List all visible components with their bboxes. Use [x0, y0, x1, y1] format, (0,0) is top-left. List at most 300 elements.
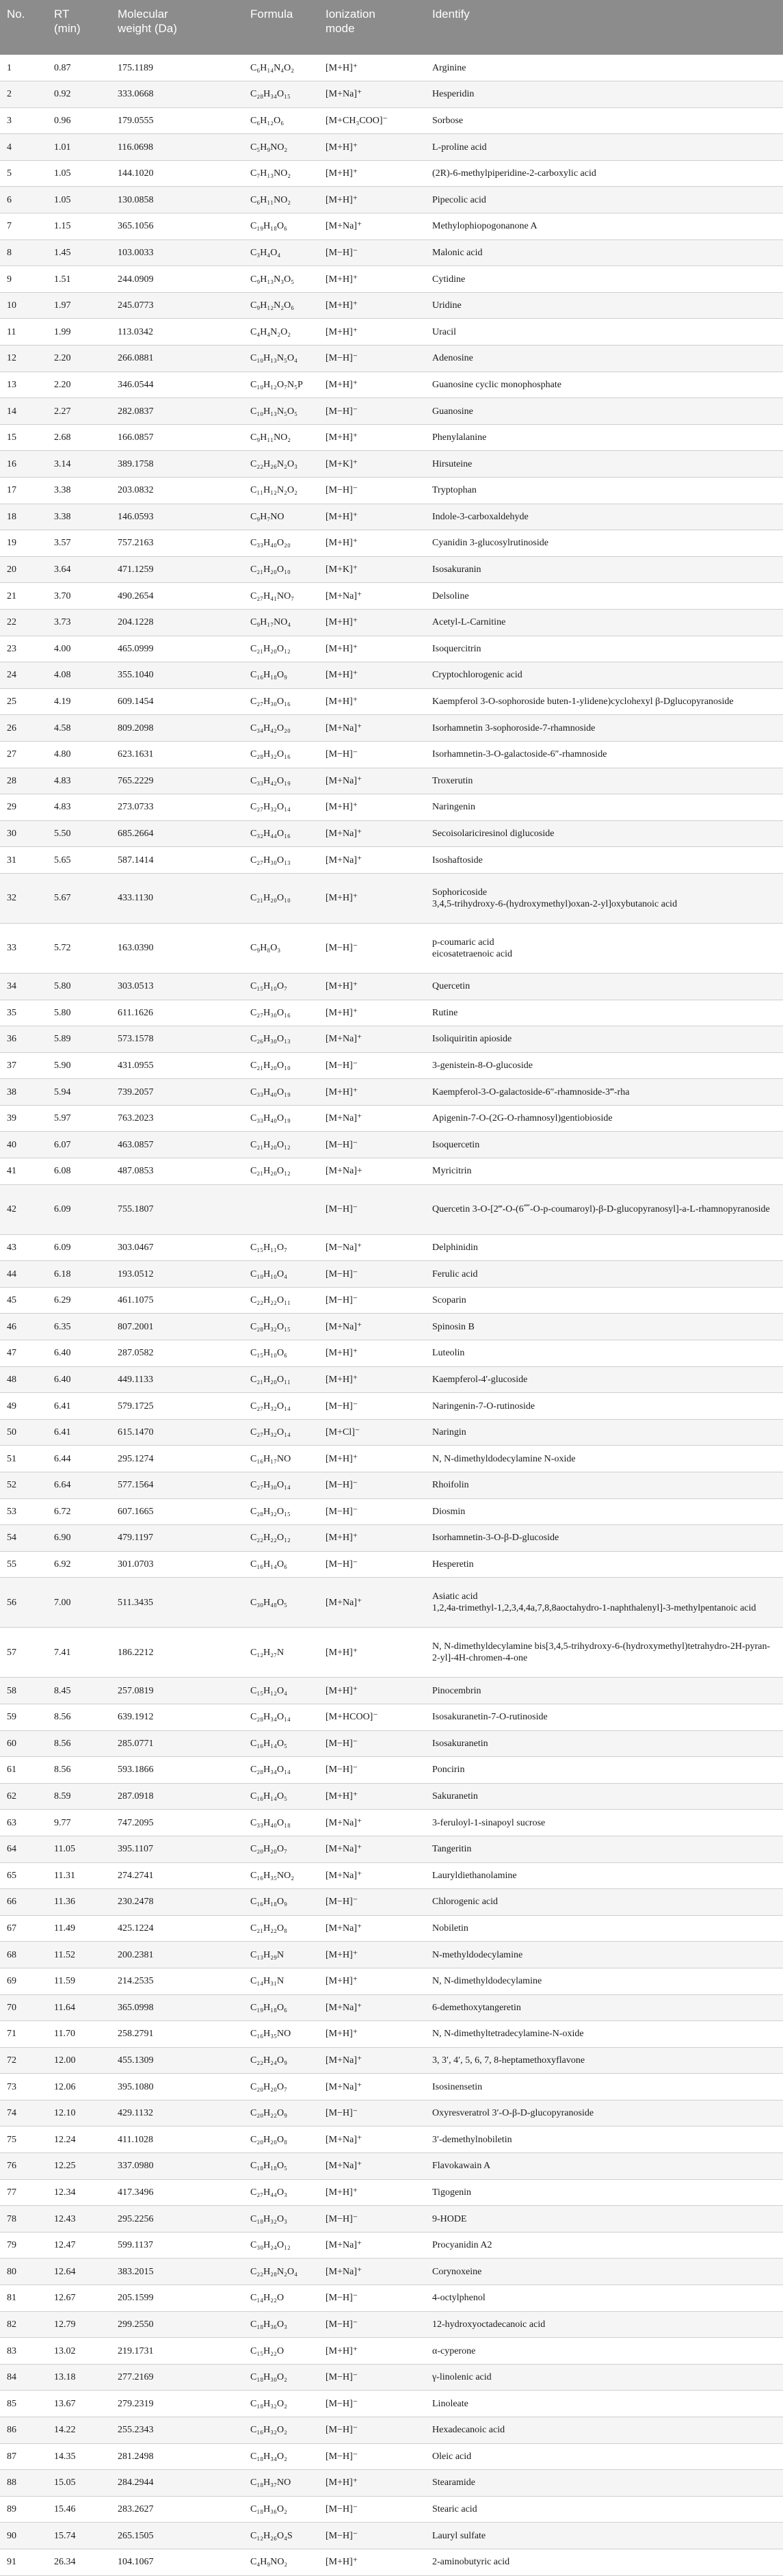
col-mw-cell: 186.2212 — [111, 1628, 243, 1678]
col-ionization-cell: [M+H]⁺ — [319, 1628, 425, 1678]
col-formula-cell: C₁₀H₁₂O₇N₅P — [243, 372, 319, 398]
col-identify-cell: Malonic acid — [425, 239, 783, 266]
col-rt-cell: 6.09 — [47, 1234, 111, 1261]
table-row — [0, 1810, 783, 1836]
col-formula-cell: C₁₆H₁₈O₉ — [243, 1889, 319, 1916]
col-rt-cell: 5.72 — [47, 923, 111, 973]
col-ionization-header: Ionization mode — [326, 8, 375, 35]
col-formula-cell: C₂₇H₃₀O₁₆ — [243, 1000, 319, 1026]
col-mw-cell: 166.0857 — [111, 424, 243, 451]
col-rt-cell: 12.06 — [47, 2074, 111, 2100]
col-no-cell: 58 — [0, 1678, 47, 1704]
col-formula-cell: C₂₁H₂₀O₁₂ — [243, 1132, 319, 1158]
col-formula-cell: C₃₃H₄₀O₁₈ — [243, 1810, 319, 1836]
col-identify-cell: Luteolin — [425, 1340, 783, 1367]
table-row — [0, 2100, 783, 2126]
col-identify-cell: Sakuranetin — [425, 1783, 783, 1810]
col-rt-cell: 4.80 — [47, 741, 111, 768]
col-no-cell: 64 — [0, 1836, 47, 1862]
col-no-cell: 28 — [0, 768, 47, 794]
col-formula-cell: C₉H₇NO — [243, 504, 319, 530]
col-no-cell: 86 — [0, 2417, 47, 2444]
col-formula-cell: C₁₂H₂₇N — [243, 1628, 319, 1678]
col-ionization-cell: [M+H]⁺ — [319, 134, 425, 161]
col-no-cell: 13 — [0, 372, 47, 398]
table-row — [0, 715, 783, 742]
col-mw-cell: 333.0668 — [111, 81, 243, 108]
col-identify-cell: Phenylalanine — [425, 424, 783, 451]
col-ionization-cell: [M−H]⁻ — [319, 1472, 425, 1499]
col-identify-cell: Rhoifolin — [425, 1472, 783, 1499]
col-no-cell: 87 — [0, 2443, 47, 2470]
col-no-cell: 11 — [0, 319, 47, 346]
col-no-cell: 76 — [0, 2153, 47, 2180]
col-rt-cell: 8.59 — [47, 1783, 111, 1810]
col-formula-cell: C₂₈H₃₂O₁₅ — [243, 1314, 319, 1340]
col-identify-cell: 12-hydroxyoctadecanoic acid — [425, 2311, 783, 2338]
col-rt-cell: 11.05 — [47, 1836, 111, 1862]
col-identify-cell: Kaempferol-3-O-galactoside-6″-rhamnoside-3‴-rha — [425, 1079, 783, 1106]
col-formula-cell: C₂₇H₃₂O₁₄ — [243, 1393, 319, 1420]
col-formula-cell: C₃₂H₄₄O₁₆ — [243, 820, 319, 847]
col-no-cell: 74 — [0, 2100, 47, 2126]
col-ionization-cell: [M−H]⁻ — [319, 2285, 425, 2312]
col-rt-cell: 11.31 — [47, 1862, 111, 1889]
col-identify-cell: Delsoline — [425, 583, 783, 610]
col-rt-cell: 6.09 — [47, 1184, 111, 1234]
col-no-cell: 23 — [0, 636, 47, 662]
col-identify-cell: α-cyperone — [425, 2338, 783, 2365]
col-rt-cell: 1.15 — [47, 213, 111, 240]
col-identify-cell: Kaempferol-4'-glucoside — [425, 1366, 783, 1393]
table-row — [0, 2311, 783, 2338]
table-row — [0, 1105, 783, 1132]
col-ionization-cell: [M+H]⁺ — [319, 636, 425, 662]
col-no-cell: 44 — [0, 1261, 47, 1288]
col-formula-cell: C₁₀H₁₃N₅O₄ — [243, 346, 319, 372]
col-ionization-cell: [M+Na]⁺ — [319, 213, 425, 240]
table-row — [0, 2364, 783, 2391]
col-formula-cell: C₂₇H₃₀O₁₄ — [243, 1472, 319, 1499]
col-mw-cell: 277.2169 — [111, 2364, 243, 2391]
col-identify-cell: Cytidine — [425, 266, 783, 293]
col-identify-cell: Isorhamnetin-3-O-β-D-glucoside — [425, 1525, 783, 1552]
col-rt-cell: 12.47 — [47, 2232, 111, 2259]
col-formula-cell: C₂₁H₂₀O₁₂ — [243, 1158, 319, 1185]
col-mw-cell: 471.1259 — [111, 556, 243, 583]
col-formula-cell: C₅H₉NO₂ — [243, 134, 319, 161]
col-no-cell: 63 — [0, 1810, 47, 1836]
col-identify-cell: Isorhamnetin-3-O-galactoside-6″-rhamnoside — [425, 741, 783, 768]
col-no-cell: 19 — [0, 530, 47, 557]
table-row — [0, 1942, 783, 1968]
table-row — [0, 873, 783, 923]
col-identify-cell: 3′-demethylnobiletin — [425, 2126, 783, 2153]
col-no-cell: 7 — [0, 213, 47, 240]
col-rt-cell: 15.46 — [47, 2496, 111, 2523]
col-rt-cell: 1.45 — [47, 239, 111, 266]
col-no-cell: 37 — [0, 1052, 47, 1079]
col-formula-cell: C₁₆H₁₄O₅ — [243, 1783, 319, 1810]
table-row — [0, 794, 783, 821]
col-identify-cell: Stearic acid — [425, 2496, 783, 2523]
table-row — [0, 1446, 783, 1472]
col-formula-cell: C₉H₁₁NO₂ — [243, 424, 319, 451]
col-formula-cell: C₂₇H₃₀O₁₃ — [243, 847, 319, 874]
table-row — [0, 213, 783, 240]
col-rt-cell: 15.05 — [47, 2470, 111, 2497]
col-no-cell: 46 — [0, 1314, 47, 1340]
col-formula-cell: C₁₆H₁₇NO — [243, 1446, 319, 1472]
col-mw-cell: 411.1028 — [111, 2126, 243, 2153]
col-rt-cell: 1.01 — [47, 134, 111, 161]
table-row — [0, 504, 783, 530]
col-no-cell: 12 — [0, 346, 47, 372]
col-identify-cell: Isorhamnetin 3-sophoroside-7-rhamnoside — [425, 715, 783, 742]
col-ionization-cell: [M−H]⁻ — [319, 741, 425, 768]
col-no-cell: 24 — [0, 662, 47, 689]
col-identify-cell: Tryptophan — [425, 478, 783, 504]
col-ionization-cell: [M+Na]⁺ — [319, 1810, 425, 1836]
table-row — [0, 160, 783, 187]
col-mw-cell: 219.1731 — [111, 2338, 243, 2365]
table-row — [0, 1393, 783, 1420]
col-identify-cell: Naringenin — [425, 794, 783, 821]
col-mw-cell: 285.0771 — [111, 1730, 243, 1757]
col-formula-cell: C₃₀H₄₈O₅ — [243, 1578, 319, 1628]
col-no-cell: 59 — [0, 1704, 47, 1730]
col-ionization-cell: [M+H]⁺ — [319, 1366, 425, 1393]
col-mw-cell: 303.0513 — [111, 973, 243, 1000]
col-identify-cell: Hexadecanoic acid — [425, 2417, 783, 2444]
col-ionization-cell: [M−H]⁻ — [319, 398, 425, 425]
col-rt-cell: 11.70 — [47, 2021, 111, 2048]
col-rt-cell: 5.50 — [47, 820, 111, 847]
col-ionization-cell: [M+H]⁺ — [319, 187, 425, 213]
col-ionization-cell: [M+Na]⁺ — [319, 583, 425, 610]
col-mw-cell: 487.0853 — [111, 1158, 243, 1185]
col-rt-header: RT (min) — [54, 8, 81, 35]
col-no-cell: 31 — [0, 847, 47, 874]
col-mw-cell: 455.1309 — [111, 2047, 243, 2074]
col-no-cell: 84 — [0, 2364, 47, 2391]
col-rt-cell: 6.72 — [47, 1498, 111, 1525]
col-ionization-cell: [M+Na]⁺ — [319, 1314, 425, 1340]
col-no-cell: 51 — [0, 1446, 47, 1472]
col-formula-cell: C₁₆H₁₄O₅ — [243, 1730, 319, 1757]
col-identify-cell: Isosakuranetin-7-O-rutinoside — [425, 1704, 783, 1730]
col-identify-cell: Sorbose — [425, 107, 783, 134]
table-row — [0, 1862, 783, 1889]
col-no-cell: 80 — [0, 2259, 47, 2285]
table-row — [0, 2285, 783, 2312]
col-formula-cell: C₂₁H₂₀O₁₀ — [243, 1052, 319, 1079]
col-formula-cell: C₁₆H₃₅NO — [243, 2021, 319, 2048]
col-rt-cell: 14.22 — [47, 2417, 111, 2444]
col-rt-cell: 4.08 — [47, 662, 111, 689]
table-row — [0, 2074, 783, 2100]
col-identify-cell: Isoshaftoside — [425, 847, 783, 874]
col-mw-cell: 611.1626 — [111, 1000, 243, 1026]
table-row — [0, 1757, 783, 1784]
col-ionization-cell: [M+H]⁺ — [319, 55, 425, 81]
col-formula-cell: C₁₀H₁₃N₅O₅ — [243, 398, 319, 425]
col-ionization-cell: [M+H]⁺ — [319, 1340, 425, 1367]
col-identify-cell: Guanosine cyclic monophosphate — [425, 372, 783, 398]
col-ionization-cell: [M−H]⁻ — [319, 2443, 425, 2470]
table-row — [0, 923, 783, 973]
col-ionization-cell: [M+Na]⁺ — [319, 1862, 425, 1889]
col-identify-cell: 9-HODE — [425, 2206, 783, 2233]
table-row — [0, 609, 783, 636]
col-formula-cell: C₁₆H₃₅NO₂ — [243, 1862, 319, 1889]
col-rt-cell: 12.64 — [47, 2259, 111, 2285]
col-rt-cell: 2.20 — [47, 372, 111, 398]
col-rt-cell: 1.51 — [47, 266, 111, 293]
table-row — [0, 636, 783, 662]
table-row — [0, 1314, 783, 1340]
table-row — [0, 1678, 783, 1704]
col-mw-cell: 257.0819 — [111, 1678, 243, 1704]
col-ionization-cell: [M+Na]⁺ — [319, 1578, 425, 1628]
col-mw-cell: 346.0544 — [111, 372, 243, 398]
col-ionization-cell: [M−H]⁻ — [319, 1184, 425, 1234]
col-rt-cell: 1.99 — [47, 319, 111, 346]
table-row — [0, 1889, 783, 1916]
col-ionization-cell: [M+Na]⁺ — [319, 2232, 425, 2259]
table-row — [0, 2496, 783, 2523]
col-no-cell: 72 — [0, 2047, 47, 2074]
col-formula-cell — [243, 1184, 319, 1234]
col-mw-cell: 230.2478 — [111, 1889, 243, 1916]
col-rt-cell: 7.00 — [47, 1578, 111, 1628]
col-ionization-cell: [M+H]⁺ — [319, 292, 425, 319]
col-formula-cell: C₁₈H₃₇NO — [243, 2470, 319, 2497]
col-rt-cell: 6.64 — [47, 1472, 111, 1499]
col-identify-cell: Poncirin — [425, 1757, 783, 1784]
col-mw-cell: 204.1228 — [111, 609, 243, 636]
col-ionization-cell: [M−H]⁻ — [319, 1393, 425, 1420]
col-rt-cell: 3.70 — [47, 583, 111, 610]
col-formula-cell: C₉H₁₂N₂O₆ — [243, 292, 319, 319]
col-ionization-cell: [M−H]⁻ — [319, 1132, 425, 1158]
col-ionization-cell: [M+H]⁺ — [319, 1678, 425, 1704]
table-row — [0, 372, 783, 398]
col-formula-cell: C₆H₁₄N₄O₂ — [243, 55, 319, 81]
col-identify-cell: N, N-dimethyldodecylamine N-oxide — [425, 1446, 783, 1472]
col-mw-cell: 144.1020 — [111, 160, 243, 187]
col-no-cell: 29 — [0, 794, 47, 821]
col-rt-cell: 11.59 — [47, 1968, 111, 1994]
col-formula-cell: C₉H₁₃N₃O₅ — [243, 266, 319, 293]
col-rt-cell: 6.90 — [47, 1525, 111, 1552]
col-no-cell: 71 — [0, 2021, 47, 2048]
col-ionization-cell: [M+H]⁺ — [319, 1079, 425, 1106]
col-formula-cell: C₂₂H₂₂O₁₂ — [243, 1525, 319, 1552]
col-ionization-cell: [M+Na]⁺ — [319, 715, 425, 742]
col-identify-cell: Lauryldiethanolamine — [425, 1862, 783, 1889]
col-mw-cell: 258.2791 — [111, 2021, 243, 2048]
col-mw-cell: 461.1075 — [111, 1287, 243, 1314]
col-ionization-cell: [M+H]⁺ — [319, 319, 425, 346]
col-identify-cell: Myricitrin — [425, 1158, 783, 1185]
col-no-cell: 2 — [0, 81, 47, 108]
col-rt-cell: 12.00 — [47, 2047, 111, 2074]
col-mw-cell: 623.1631 — [111, 741, 243, 768]
col-formula-cell: C₂₀H₂₀O₇ — [243, 2074, 319, 2100]
col-no-cell: 38 — [0, 1079, 47, 1106]
col-no-cell: 40 — [0, 1132, 47, 1158]
col-mw-cell: 577.1564 — [111, 1472, 243, 1499]
col-no-cell: 81 — [0, 2285, 47, 2312]
col-rt-cell: 12.79 — [47, 2311, 111, 2338]
table-row — [0, 1628, 783, 1678]
col-formula-cell: C₄H₉NO₂ — [243, 2549, 319, 2575]
col-rt-cell: 5.90 — [47, 1052, 111, 1079]
table-row — [0, 1915, 783, 1942]
col-ionization-cell: [M+Na]⁺ — [319, 1994, 425, 2021]
col-formula-cell: C₁₅H₂₂O — [243, 2338, 319, 2365]
col-identify-cell: Diosmin — [425, 1498, 783, 1525]
col-identify-cell: Indole-3-carboxaldehyde — [425, 504, 783, 530]
col-rt-cell: 12.43 — [47, 2206, 111, 2233]
col-identify-cell: Stearamide — [425, 2470, 783, 2497]
col-no-cell: 14 — [0, 398, 47, 425]
col-formula-cell: C₂₇H₃₀O₁₆ — [243, 688, 319, 715]
col-mw-cell: 685.2664 — [111, 820, 243, 847]
col-no-cell: 39 — [0, 1105, 47, 1132]
col-ionization-cell: [M+Na]⁺ — [319, 2074, 425, 2100]
col-mw-cell: 146.0593 — [111, 504, 243, 530]
col-ionization-cell: [M+K]⁺ — [319, 556, 425, 583]
col-no-cell: 17 — [0, 478, 47, 504]
col-identify-cell: (2R)-6-methylpiperidine-2-carboxylic acid — [425, 160, 783, 187]
col-identify-cell: 6-demethoxytangeretin — [425, 1994, 783, 2021]
col-identify-cell: Scoparin — [425, 1287, 783, 1314]
col-formula-cell: C₂₇H₄₁NO₇ — [243, 583, 319, 610]
col-ionization-cell: [M−H]⁻ — [319, 1287, 425, 1314]
col-identify-cell: Pinocembrin — [425, 1678, 783, 1704]
col-formula-cell: C₂₈H₃₂O₁₅ — [243, 1498, 319, 1525]
col-formula-cell: C₂₁H₂₀O₁₀ — [243, 556, 319, 583]
col-identify-cell: Hesperidin — [425, 81, 783, 108]
col-ionization-cell: [M−H]⁻ — [319, 1889, 425, 1916]
table-body — [0, 55, 783, 2575]
col-no-cell: 73 — [0, 2074, 47, 2100]
col-rt-cell: 12.24 — [47, 2126, 111, 2153]
col-rt-cell: 12.10 — [47, 2100, 111, 2126]
col-ionization-cell: [M+H]⁺ — [319, 662, 425, 689]
col-formula-cell: C₁₄H₃₁N — [243, 1968, 319, 1994]
col-ionization-cell: [M−H]⁻ — [319, 239, 425, 266]
col-formula-cell: C₂₂H₂₆N₂O₃ — [243, 451, 319, 478]
col-no-cell: 10 — [0, 292, 47, 319]
col-formula-cell: C₂₀H₂₀O₈ — [243, 2126, 319, 2153]
col-formula-cell: C₇H₁₃NO₂ — [243, 160, 319, 187]
col-rt-cell: 26.34 — [47, 2549, 111, 2575]
table-row — [0, 2021, 783, 2048]
col-formula-cell: C₁₃H₂₉N — [243, 1942, 319, 1968]
col-mw-cell: 287.0918 — [111, 1783, 243, 1810]
table-row — [0, 346, 783, 372]
col-identify-cell: Troxerutin — [425, 768, 783, 794]
table-row — [0, 1836, 783, 1862]
col-ionization-cell: [M+H]⁺ — [319, 504, 425, 530]
col-ionization-cell: [M+H]⁺ — [319, 1446, 425, 1472]
col-identify-cell: 3-genistein-8-O-glucoside — [425, 1052, 783, 1079]
col-ionization-cell: [M−H]⁻ — [319, 1052, 425, 1079]
col-ionization-cell: [M−H]⁻ — [319, 1498, 425, 1525]
col-identify-cell: L-proline acid — [425, 134, 783, 161]
col-mw-cell: 615.1470 — [111, 1419, 243, 1446]
col-mw-cell: 265.1505 — [111, 2523, 243, 2549]
col-formula-cell: C₁₅H₁₀O₇ — [243, 973, 319, 1000]
table-row — [0, 2549, 783, 2575]
col-identify-cell: N, N-dimethyldodecylamine — [425, 1968, 783, 1994]
col-mw-cell: 389.1758 — [111, 451, 243, 478]
col-rt-cell: 8.56 — [47, 1704, 111, 1730]
col-rt-cell: 4.83 — [47, 768, 111, 794]
table-row — [0, 1498, 783, 1525]
col-identify-cell: N, N-dimethyldecylamine bis[3,4,5-trihydroxy-6-(hydroxymethyl)tetrahydro-2H-pyran-2-yl]-4H-chromen-4-one — [425, 1628, 783, 1678]
col-rt-cell: 11.52 — [47, 1942, 111, 1968]
table-row — [0, 2338, 783, 2365]
col-ionization-cell: [M−H]⁻ — [319, 2496, 425, 2523]
col-ionization-cell: [M+H]⁺ — [319, 424, 425, 451]
col-mw-cell: 511.3435 — [111, 1578, 243, 1628]
table-row — [0, 319, 783, 346]
col-no-cell: 89 — [0, 2496, 47, 2523]
col-identify-cell: Acetyl-L-Carnitine — [425, 609, 783, 636]
col-no-cell: 43 — [0, 1234, 47, 1261]
col-mw-cell: 490.2654 — [111, 583, 243, 610]
col-formula-cell: C₂₆H₃₀O₁₃ — [243, 1026, 319, 1053]
col-ionization-cell: [M−H]⁻ — [319, 923, 425, 973]
col-mw-cell: 431.0955 — [111, 1052, 243, 1079]
col-ionization-cell: [M−H]⁻ — [319, 2311, 425, 2338]
col-identify-cell: N, N-dimethyltetradecylamine-N-oxide — [425, 2021, 783, 2048]
col-formula-cell: C₂₈H₃₄O₁₄ — [243, 1757, 319, 1784]
col-identify-cell: Isosakuranin — [425, 556, 783, 583]
col-rt-cell: 6.08 — [47, 1158, 111, 1185]
col-mw-cell: 417.3496 — [111, 2179, 243, 2206]
col-no-cell: 61 — [0, 1757, 47, 1784]
col-identify-cell: Chlorogenic acid — [425, 1889, 783, 1916]
col-rt-cell: 11.36 — [47, 1889, 111, 1916]
col-mw-cell: 355.1040 — [111, 662, 243, 689]
col-mw-cell: 255.2343 — [111, 2417, 243, 2444]
table-row — [0, 2206, 783, 2233]
col-mw-cell: 203.0832 — [111, 478, 243, 504]
table-row — [0, 266, 783, 293]
col-no-cell: 55 — [0, 1551, 47, 1578]
col-identify-cell: Corynoxeine — [425, 2259, 783, 2285]
col-mw-cell: 383.2015 — [111, 2259, 243, 2285]
col-rt-cell: 8.45 — [47, 1678, 111, 1704]
col-formula-cell: C₂₀H₂₂O₉ — [243, 2100, 319, 2126]
col-mw-cell: 295.1274 — [111, 1446, 243, 1472]
col-no-cell: 9 — [0, 266, 47, 293]
col-mw-cell: 175.1189 — [111, 55, 243, 81]
col-formula-cell: C₂₁H₂₀O₁₂ — [243, 636, 319, 662]
col-no-cell: 34 — [0, 973, 47, 1000]
col-formula-cell: C₁₁H₁₂N₂O₂ — [243, 478, 319, 504]
col-mw-cell: 755.1807 — [111, 1184, 243, 1234]
col-ionization-cell: [M+H]⁺ — [319, 1968, 425, 1994]
col-mw-cell: 266.0881 — [111, 346, 243, 372]
col-no-cell: 70 — [0, 1994, 47, 2021]
col-mw-cell: 244.0909 — [111, 266, 243, 293]
